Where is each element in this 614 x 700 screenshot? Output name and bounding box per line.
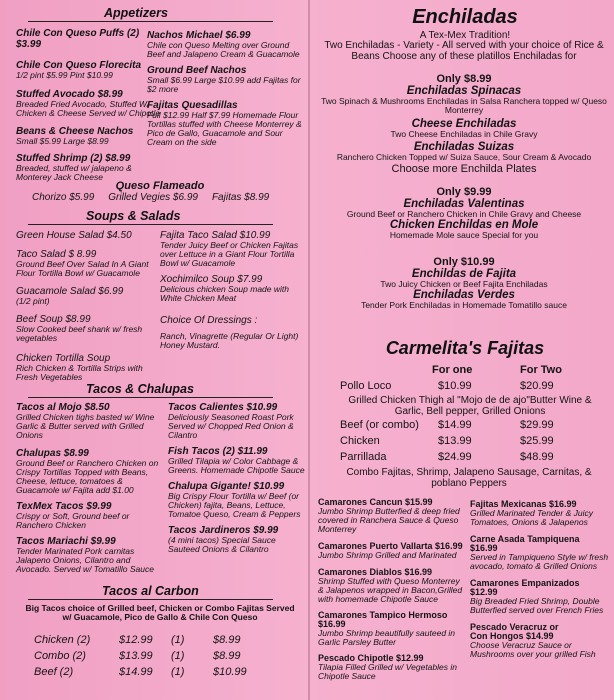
menu-item-desc: Ground Beef Over Salad In A Giant Flour Tortilla Bowl w/ Guacamole — [16, 259, 149, 278]
menu-item-desc: Breaded, stuffed w/ jalapeno & Monterey Jack Cheese — [16, 163, 132, 182]
menu-item-name: Chalupa Gigante! $10.99 — [168, 481, 285, 492]
fajita-row — [340, 435, 610, 451]
menu-item-name: Chalupas $8.99 — [16, 448, 89, 459]
menu-item-name: Pescado Veracruz or — [470, 622, 559, 632]
menu-item-desc: Ranch, Vinagrette (Regular Or Light) Honey Mustard. — [160, 331, 299, 350]
group-price: Only $9.99 — [436, 186, 492, 198]
appetizers-title: Appetizers — [104, 6, 168, 20]
appetizers-col-right — [147, 30, 302, 147]
row-price-one: $13.99 — [438, 435, 472, 447]
menu-item-name: Beef Soup $8.99 — [16, 314, 91, 325]
menu-item-name: Tacos Calientes $10.99 — [168, 402, 278, 413]
appetizers-rule — [28, 21, 273, 22]
menu-item-desc: Grilled Marinated Tender & Juicy Tomatoes, Onions & Jalapenos — [470, 508, 593, 527]
menu-item-name: Enchiladas Verdes — [413, 289, 515, 301]
menu-item-name: Pescado Chipotle $12.99 — [318, 653, 424, 663]
menu-item-desc: Tender Pork Enchiladas in Homemade Tomatillo sauce — [361, 300, 567, 310]
menu-item-name: Tacos Jardineros $9.99 — [168, 525, 279, 536]
menu-item-name: Tacos Mariachi $9.99 — [16, 536, 116, 547]
menu-item-name: Camarones Diablos $16.99 — [318, 567, 433, 577]
row-price-one: $24.99 — [438, 451, 472, 463]
menu-item-price: $16.99 — [470, 543, 498, 553]
menu-item-desc: Small $6.99 Large $10.99 add Fajitas for $2 more — [147, 75, 301, 94]
menu-item-name: Stuffed Shrimp (2) $8.99 — [16, 153, 131, 164]
row-price-one: $8.99 — [213, 650, 241, 662]
row-qty-one: (1) — [171, 666, 185, 678]
row-price-two: $12.99 — [119, 634, 153, 646]
fajita-row — [340, 451, 610, 467]
menu-item-desc: Jumbo Shrimp Butterfied & deep fried covered in Ranchera Sauce & Queso Monterrey — [318, 506, 460, 534]
row-name: Combo (2) — [34, 650, 86, 662]
menu-item-name: Choice Of Dressings : — [160, 315, 258, 326]
row-name: Chicken — [340, 435, 380, 447]
menu-item-name: Chicken Enchildas en Mole — [389, 219, 539, 231]
menu-item-desc: Served in Tampiqueno Style w/ fresh avocado, tomato & Grilled Onions — [470, 552, 609, 571]
soups-title: Soups & Salads — [86, 209, 181, 223]
fajitas-title: Carmelita's Fajitas — [385, 338, 545, 358]
soups-col-right — [160, 230, 302, 350]
carbon-title: Tacos al Carbon — [102, 584, 199, 598]
menu-item-desc: Ranchero Chicken Topped w/ Suiza Sauce, Sour Cream & Avocado — [336, 152, 592, 162]
menu-item-name-cont: Con Hongos $14.99 — [470, 631, 554, 641]
row-price-two: $13.99 — [119, 650, 153, 662]
price-row — [34, 650, 284, 666]
menu-item-desc: Rich Chicken & Tortilla Strips with Fresh Vegetables — [16, 363, 143, 382]
seafood-col-right — [470, 500, 610, 659]
soups-col-left — [16, 230, 156, 382]
menu-item-desc: Deliciously Seasoned Roast Pork Served w/ Chopped Red Onion & Cilantro — [168, 412, 294, 440]
menu-item-name: Cheese Enchiladas — [411, 118, 517, 130]
menu-item-desc: Grilled Tilapia w/ Color Cabbage & Greens. Homemade Chipotle Sauce — [168, 456, 305, 475]
menu-item-name: Nachos Michael $6.99 — [147, 30, 251, 41]
menu-item-desc: Tilapia Filled Grilled w/ Vegetables in Chipotle Sauce — [318, 662, 457, 681]
menu-item-name: Enchildas de Fajita — [411, 268, 517, 280]
menu-item-name: Fajita Taco Salad $10.99 — [160, 230, 271, 241]
menu-item-desc: Ground Beef or Ranchero Chicken on Crispy Tortillas Topped with Beans, Cheese, lettuce, tomatoes & Guacamole w/ Fajita add $1.00 — [16, 458, 159, 495]
menu-item-desc: Tender Juicy Beef or Chicken Fajitas over Lettuce in a Giant Flour Tortilla Bowl w/ Guacamole — [160, 240, 299, 268]
enchiladas-group-2 — [318, 186, 610, 240]
menu-item-name: Ground Beef Nachos — [147, 65, 247, 76]
menu-item-desc: Delicious chicken Soup made with White Chicken Meat — [160, 284, 289, 303]
menu-item-desc: Small $5.99 Large $8.99 — [16, 136, 109, 146]
menu-item-desc: Big Crispy Flour Tortilla w/ Beef (or Chicken) fajita, Beans, Lettuce, Tomatoe Queso, Cream & Peppers — [168, 491, 301, 519]
group-note: Choose more Enchilda Plates — [391, 163, 537, 175]
menu-item-desc: Shrimp Stuffed with Queso Monterrey & Jalapenos wrapped in Bacon,Grilled with homemade Chipotle Sauce — [318, 576, 463, 604]
menu-item-desc: (4 mini tacos) Special Sauce Sauteed Onions & Cilantro — [168, 535, 276, 554]
row-name: Beef (2) — [34, 666, 74, 678]
menu-item-name: Fish Tacos (2) $11.99 — [168, 446, 268, 457]
tacos-col-right — [168, 402, 306, 554]
menu-item-name: Enchiladas Spinacas — [406, 85, 522, 97]
menu-item-price: $12.99 — [470, 587, 498, 597]
fajitas-table-2 — [340, 419, 610, 467]
queso-flameado-title: Queso Flameado — [115, 180, 205, 192]
queso-flameado-prices — [32, 192, 292, 203]
menu-item-name: Camarones Cancun $15.99 — [318, 497, 433, 507]
menu-item-name: Fajitas Mexicanas $16.99 — [470, 499, 577, 509]
fajitas-col-two: For Two — [520, 364, 562, 376]
appetizers-col-left — [16, 28, 161, 182]
page-fold — [308, 0, 310, 700]
carbon-desc: Big Tacos choice of Grilled beef, Chicken or Combo Fajitas Served w/ Guacamole, Pico de Gallo & Chile Con Queso — [25, 603, 295, 622]
enchiladas-group-3 — [318, 256, 610, 310]
menu-item-desc: Tender Marinated Pork carnitas Jalapeno Onions, Cilantro and Avocado. Served w/ Tomatillo Sauce — [16, 546, 154, 574]
menu-item-name: Stuffed Avocado $8.99 — [16, 89, 123, 100]
row-price-one: $10.99 — [213, 666, 247, 678]
enchiladas-subtitle: A Tex-Mex Tradition! — [419, 30, 511, 41]
menu-item-name: Xochimilco Soup $7.99 — [160, 274, 263, 285]
group-price: Only $8.99 — [436, 73, 492, 85]
menu-item-name: Camarones Puerto Vallarta $16.99 — [318, 541, 463, 551]
row-price-two: $29.99 — [520, 419, 554, 431]
row-price-one: $14.99 — [438, 419, 472, 431]
menu-item-desc: Ground Beef or Ranchero Chicken in Chile Gravy and Cheese — [346, 209, 582, 219]
row-price-two: $20.99 — [520, 380, 554, 392]
menu-item-name: Guacamole Salad $6.99 — [16, 286, 124, 297]
menu-item-desc: Jumbo Shrimp beautifully sauteed in Garlic Parsley Butter — [318, 628, 456, 647]
row-price-one: $10.99 — [438, 380, 472, 392]
tacos-rule — [28, 397, 273, 398]
menu-item-name: Tacos al Mojo $8.50 — [16, 402, 110, 413]
menu-item-name: Enchiladas Valentinas — [403, 198, 525, 210]
menu-item-desc: Homemade Mole sauce Special for you — [389, 230, 539, 240]
menu-item-desc: Breaded Fried Avocado, Stuffed W/ Chicken & Cheese Served w/ Chipotle — [16, 99, 161, 118]
row-qty-one: (1) — [171, 634, 185, 646]
price-option: Grilled Vegies $6.99 — [108, 192, 198, 203]
carbon-price-table — [34, 634, 284, 682]
menu-item-name: Chile Con Queso Florecita — [16, 60, 142, 71]
price-row — [34, 634, 284, 650]
menu-item-desc: (1/2 pint) — [16, 296, 50, 306]
menu-item-name: Enchiladas Suizas — [413, 141, 515, 153]
menu-item-name: Green House Salad $4.50 — [16, 230, 132, 241]
menu-item-desc: Chile con Queso Melting over Ground Beef and Jalapeno Cream & Guacamole — [147, 40, 300, 59]
menu-item-desc: Two Spinach & Mushrooms Enchiladas in Salsa Ranchera topped w/ Queso Monterrey — [321, 96, 607, 115]
menu-item-desc: Crispy or Soft, Ground beef or Ranchero Chicken — [16, 511, 130, 530]
menu-item-name: Fajitas Quesadillas — [147, 100, 238, 111]
menu-item-name: Camarones Tampico Hermoso $16.99 — [318, 610, 448, 629]
menu-item-desc: Choose Veracruz Sauce or Mushrooms over your grilled Fish — [470, 640, 596, 659]
row-name: Pollo Loco — [340, 380, 392, 392]
group-price: Only $10.99 — [433, 256, 495, 268]
row-price-one: $8.99 — [213, 634, 241, 646]
menu-item-name: Beans & Cheese Nachos — [16, 126, 134, 137]
menu-item-desc: Two Cheese Enchiladas in Chile Gravy — [390, 129, 538, 139]
fajita-row — [340, 419, 610, 435]
menu-item-desc: Two Juicy Chicken or Beef Fajita Enchiladas — [380, 279, 548, 289]
menu-item-desc: 1/2 pint $5.99 Pint $10.99 — [16, 70, 113, 80]
row-price-two: $14.99 — [119, 666, 153, 678]
menu-item-name: Taco Salad $ 8.99 — [16, 249, 97, 260]
enchiladas-intro: Two Enchiladas - Variety - All served with your choice of Rice & Beans Choose any of these platillos Enchiladas for — [324, 40, 604, 62]
seafood-col-left — [318, 498, 466, 681]
menu-item-name: TexMex Tacos $9.99 — [16, 501, 112, 512]
fajita-row — [340, 380, 610, 394]
enchiladas-group-1 — [318, 73, 610, 175]
menu-item-name: Camarones Empanizados — [470, 578, 580, 588]
menu-item-desc: Full $12.99 Half $7.99 Homemade Flour Tortillas stuffed with Cheese Monterrey & Pico de Gallo, Guacamole and Sour Cream on the side — [147, 110, 302, 147]
menu-item-desc: Slow Cooked beef shank w/ fresh vegetables — [16, 324, 143, 343]
price-option: Fajitas $8.99 — [211, 192, 270, 203]
menu-item-desc: Grilled Chicken tighs basted w/ Wine Garlic & Butter served with Grilled Onions — [16, 412, 155, 440]
carbon-rule — [28, 599, 273, 600]
price-option: Chorizo $5.99 — [32, 192, 95, 203]
fajitas-col-one: For one — [432, 364, 473, 376]
price-row — [34, 666, 284, 682]
menu-item-desc: Jumbo Shrimp Grilled and Marinated — [318, 550, 457, 560]
row-qty-one: (1) — [171, 650, 185, 662]
row-price-two: $25.99 — [520, 435, 554, 447]
fajitas-table — [340, 380, 610, 394]
row-name: Parrillada — [340, 451, 387, 463]
row-name: Beef (or combo) — [340, 419, 419, 431]
menu-item-name: Chile Con Queso Puffs (2) $3.99 — [16, 28, 140, 50]
tacos-col-left — [16, 402, 161, 574]
enchiladas-title: Enchiladas — [412, 6, 518, 28]
menu-item-desc: Big Breaded Fried Shrimp, Double Butterfied served over French Fries — [470, 596, 604, 615]
soups-rule — [28, 224, 273, 225]
pollo-loco-desc: Grilled Chicken Thigh al "Mojo de de ajo"Butter Wine & Garlic, Bell pepper, Grilled Onions — [348, 395, 592, 417]
tacos-title: Tacos & Chalupas — [86, 382, 194, 396]
row-price-two: $48.99 — [520, 451, 554, 463]
row-name: Chicken (2) — [34, 634, 91, 646]
menu-item-name: Carne Asada Tampiquena — [470, 534, 580, 544]
combo-desc: Combo Fajitas, Shrimp, Jalapeno Sausage, Carnitas, & poblano Peppers — [346, 467, 592, 489]
menu-item-name: Chicken Tortilla Soup — [16, 353, 111, 364]
